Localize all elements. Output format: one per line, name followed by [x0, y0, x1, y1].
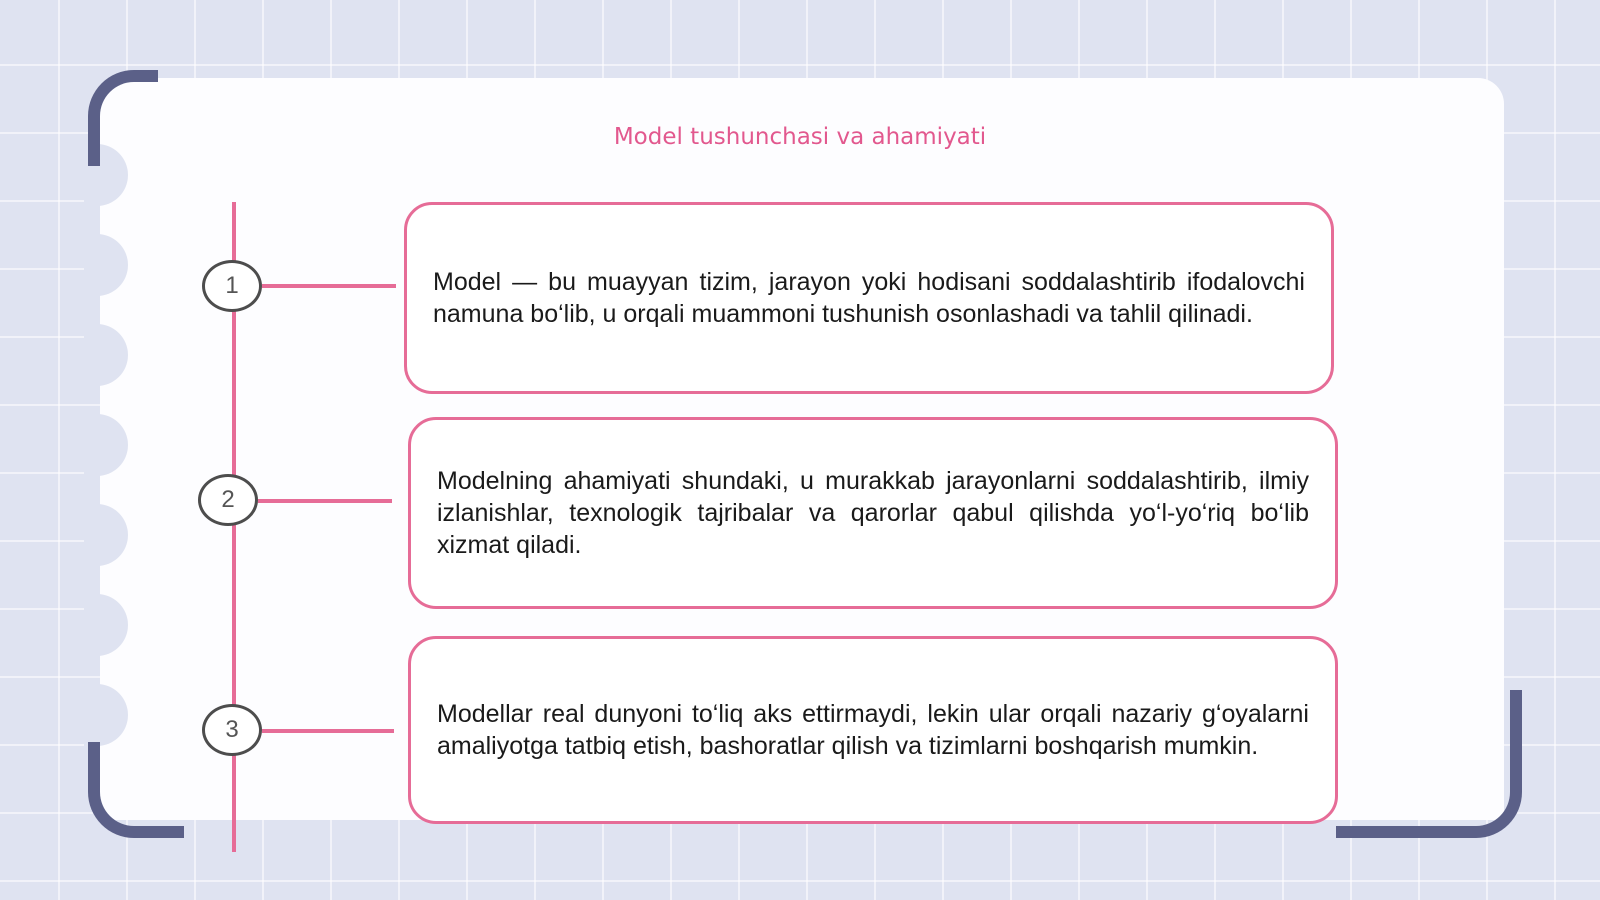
step-text-3: Modellar real dunyoni to‘liq aks ettirmaydi, lekin ular orqali nazariy g‘oyalarni amaliyotga tatbiq etish, bashoratlar qilish va tizimlarni boshqarish mumkin.	[437, 700, 1309, 760]
step-box-1	[404, 202, 1334, 394]
step-number-3: 3	[202, 704, 262, 756]
timeline-connector-2	[258, 499, 392, 503]
frame-corner-bottom-left	[88, 742, 184, 838]
timeline-connector-3	[262, 729, 394, 733]
step-text-2: Modelning ahamiyati shundaki, u murakkab jarayonlarni soddalashtirib, ilmiy izlanishlar, texnologik tajribalar va qarorlar qabul qilishda yo‘l-yo‘riq bo‘lib xizmat qiladi.	[437, 467, 1309, 559]
frame-corner-top-left	[88, 70, 158, 166]
step-text-1: Model — bu muayyan tizim, jarayon yoki hodisani soddalashtirib ifodalovchi namuna bo‘lib, u orqali muammoni tushunish osonlashadi va tahlil qilinadi.	[433, 268, 1305, 328]
timeline-connector-1	[262, 284, 396, 288]
slide-title: Model tushunchasi va ahamiyati	[613, 124, 987, 150]
step-box-2	[408, 417, 1338, 609]
step-number-2: 2	[198, 474, 258, 526]
step-box-3	[408, 636, 1338, 824]
frame-corner-bottom-right	[1336, 690, 1522, 838]
step-number-1: 1	[202, 260, 262, 312]
